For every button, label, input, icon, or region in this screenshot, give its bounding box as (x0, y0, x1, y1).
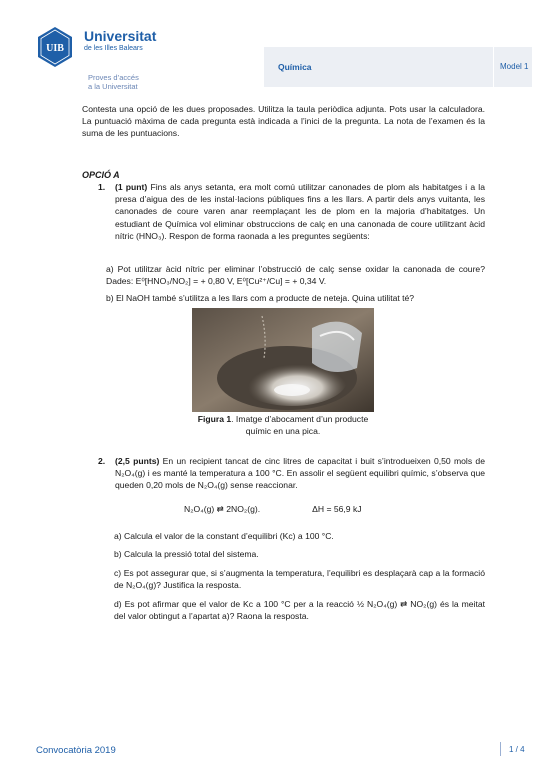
logo-text: UIB (46, 43, 64, 54)
footer-divider (500, 742, 501, 756)
question-points: (1 punt) (115, 182, 148, 192)
question-text: En un recipient tancat de cinc litres de capacitat i buit s’introdueixen 0,50 mols de N₂O₄(g) i es manté la temperatura a 100 °C. En assolir el següent equilibri químic, s’observa que queden 0,20 mols de N₂O₄(g) sense reaccionar. (115, 456, 485, 491)
question-number: 2. (98, 456, 106, 466)
header-divider (493, 47, 494, 87)
question-2-part-c: c) Es pot assegurar que, si s’augmenta la temperatura, l’equilibri es desplaçarà cap a la formació de N₂O₄(g)? Justifica la resposta. (114, 568, 485, 591)
question-2-part-b: b) Calcula la pressió total del sistema. (114, 549, 259, 559)
university-logo (36, 26, 176, 96)
question-text: Fins als anys setanta, era molt comú utilitzar canonades de plom als habitatges i a la presa d’aigua des de les instal·lacions públiques fins a les llars. A partir dels anys vuitanta, les canonades de coure varen anar reemplaçant les de plom en la majoria d’habitatges. Un estudiant de Química vol eliminar obstruccions de calç en una canonada de coure utilitzant àcid nítric (HNO₃). Respon de forma raonada a les preguntes següents: (115, 182, 485, 241)
question-1-part-b: b) El NaOH també s’utilitza a les llars com a producte de neteja. Quina utilitat té? (106, 293, 415, 303)
university-name: Universitat (84, 28, 157, 44)
option-title: OPCIÓ A (82, 170, 120, 180)
uib-seal-icon (36, 26, 74, 68)
question-number: 1. (98, 182, 106, 192)
exam-instructions: Contesta una opció de les dues proposades. Utilitza la taula periòdica adjunta. Pots usar la calculadora. La puntuació màxima de cada pregunta està indicada a l’inici de la pregunta. La nota de l’examen és la suma de les puntuacions. (82, 104, 485, 139)
university-subtitle: de les Illes Balears (84, 45, 143, 52)
equilibrium-equation (184, 504, 362, 515)
model-label: Model 1 (500, 62, 529, 71)
sink-pouring-photo (192, 308, 374, 412)
question-points: (2,5 punts) (115, 456, 160, 466)
figure-label: Figura 1 (197, 414, 232, 424)
page-number: 1 / 4 (509, 745, 525, 754)
question-2-part-a: a) Calcula el valor de la constant d’equilibri (Kc) a 100 °C. (114, 531, 334, 541)
question-1 (98, 181, 485, 242)
tagline-line-1: Proves d’accés (88, 73, 139, 82)
figure-caption-text: . Imatge d’abocament d’un producte químic en una pica. (231, 414, 369, 436)
question-1-part-a: a) Pot utilitzar àcid nítric per eliminar l’obstrucció de calç sense oxidar la canonada de coure? Dades: E⁰[HNO₃/NO₂] = + 0,80 V, E⁰[Cu²⁺/Cu] = + 0,34 V. (106, 264, 485, 287)
reaction-equation: N₂O₄(g) ⇄ 2NO₂(g). (184, 504, 261, 514)
question-2-part-d: d) Es pot afirmar que el valor de Kc a 100 °C per a la reacció ½ N₂O₄(g) ⇄ NO₂(g) és la meitat del valor obtingut a l’apartat a)? Raona la resposta. (114, 599, 485, 622)
reaction-enthalpy: ΔH = 56,9 kJ (312, 504, 362, 514)
exam-session: Convocatòria 2019 (36, 745, 116, 756)
subject-title: Química (278, 62, 312, 72)
question-2 (98, 455, 485, 492)
tagline-line-2: a la Universitat (88, 82, 138, 91)
figure-caption (188, 413, 378, 437)
